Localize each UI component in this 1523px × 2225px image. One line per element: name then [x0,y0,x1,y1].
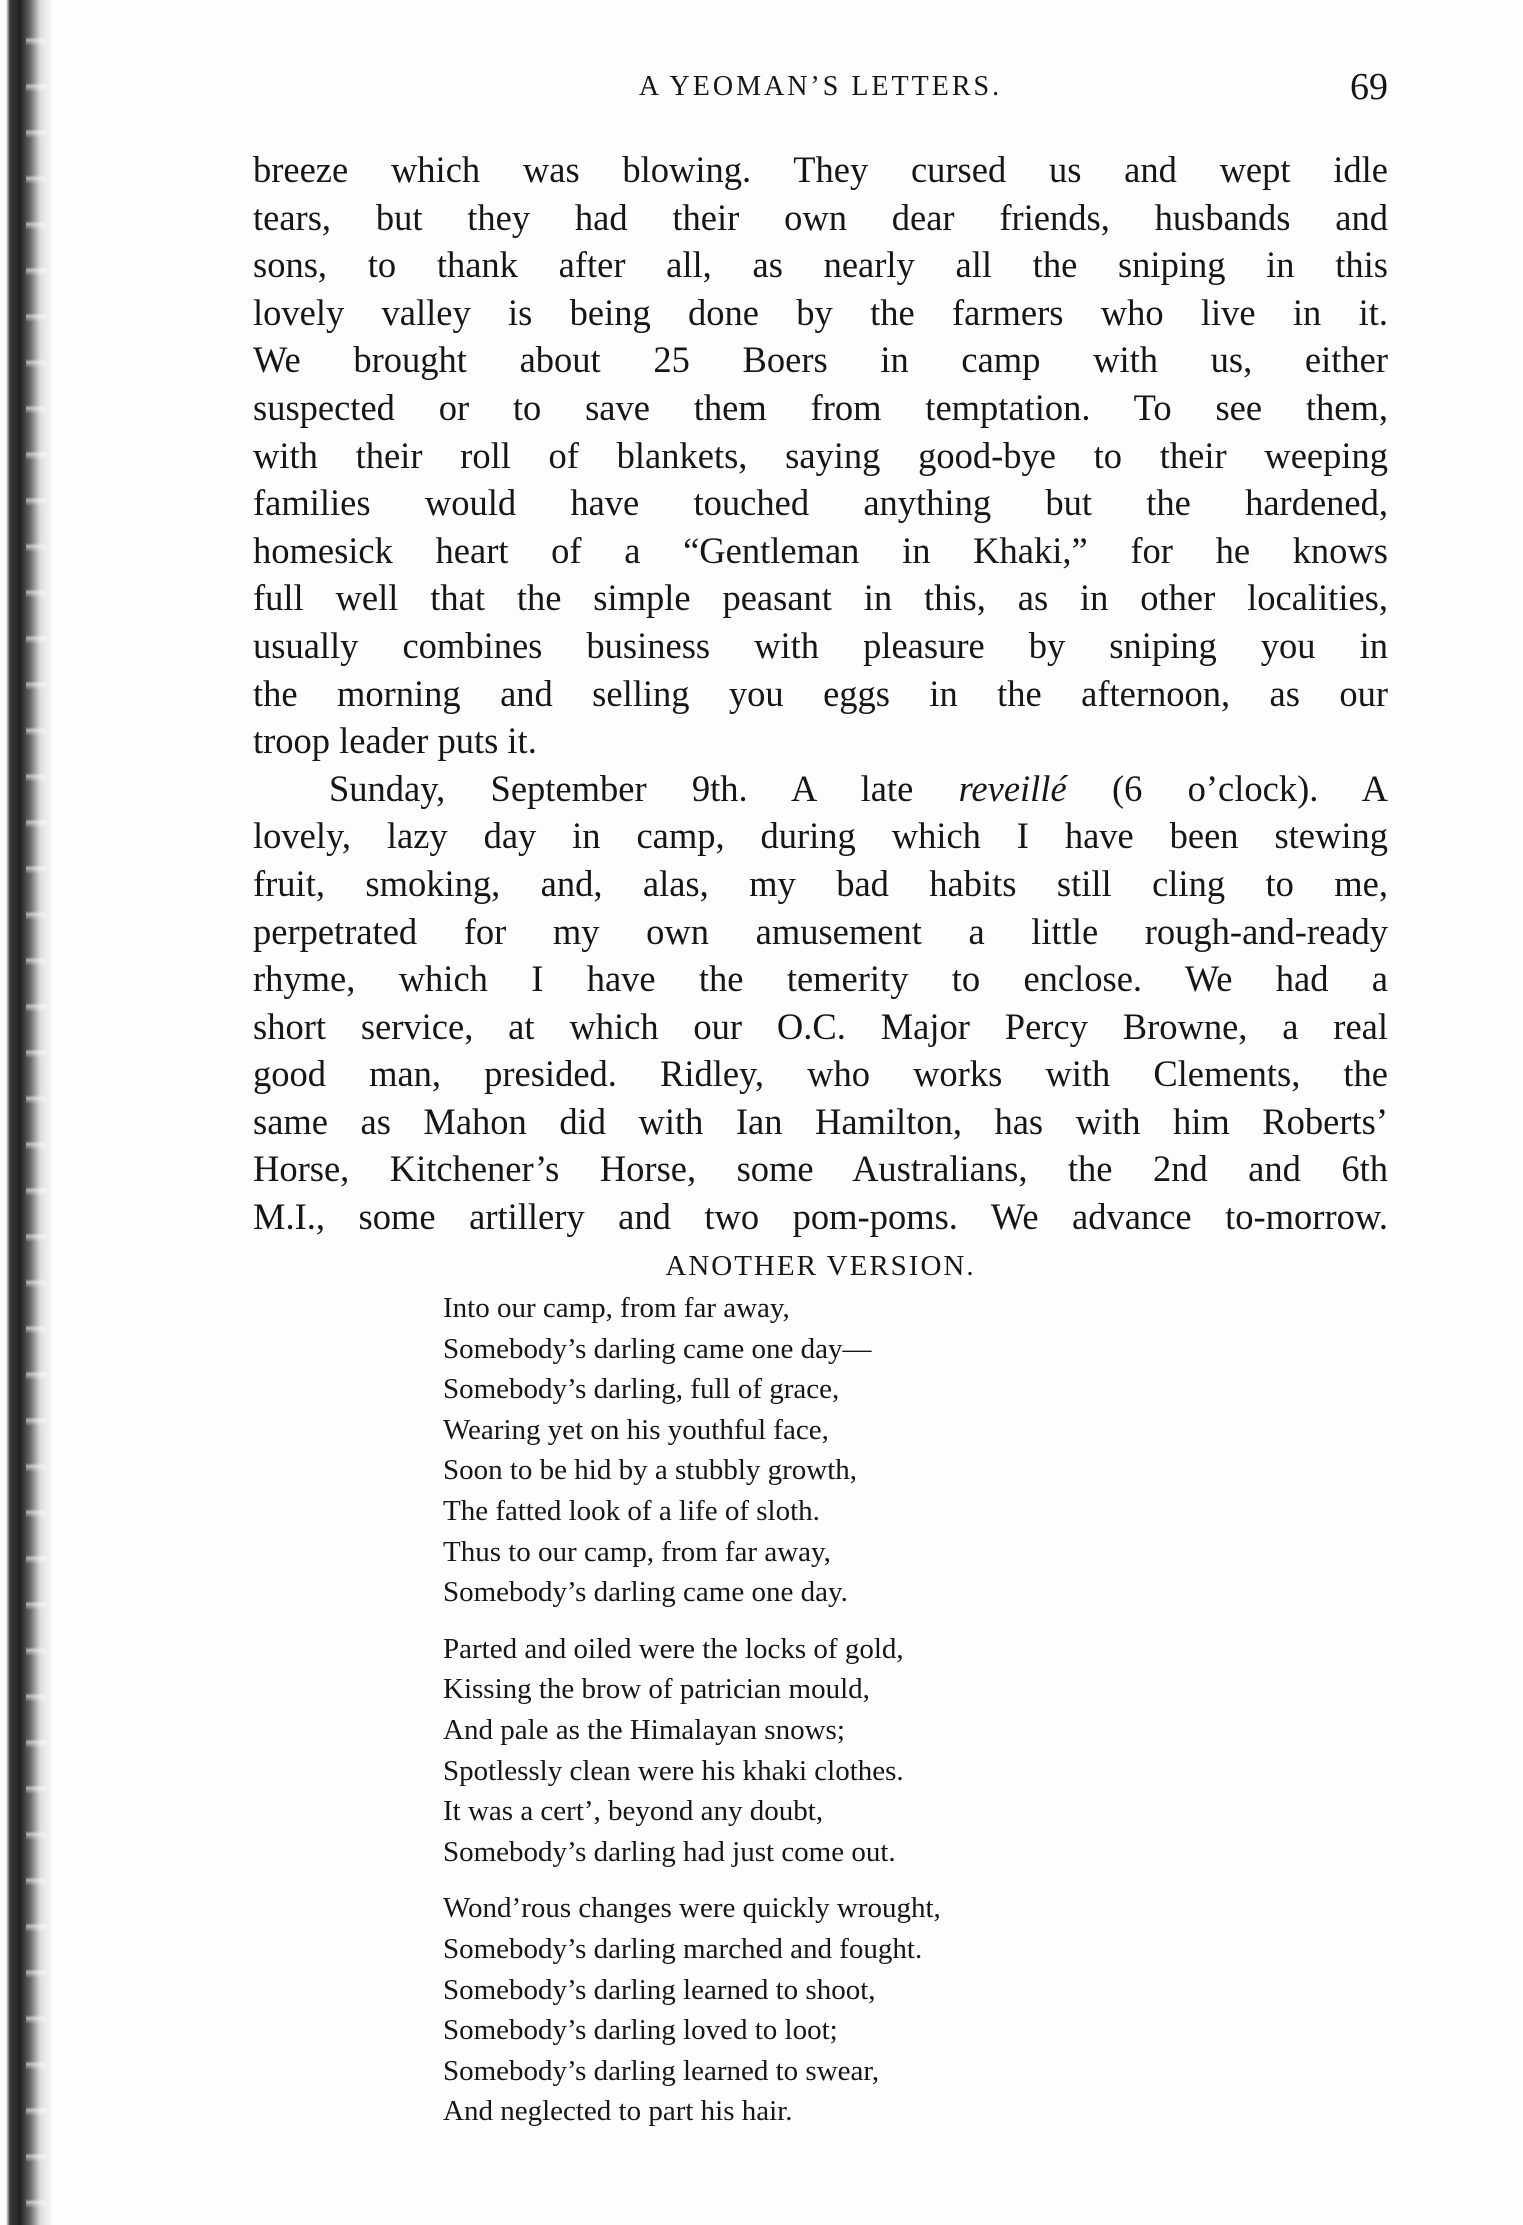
poem-stanza [443,1888,1343,2132]
body-line: breeze which was blowing. They cursed us and wept idle [253,149,1388,190]
poem-verse: It was a cert’, beyond any doubt, [443,1795,824,1828]
body-line: good man, presided. Ridley, who works with Clements, the [253,1053,1388,1095]
body-line: usually combines business with pleasure by sniping you in [253,624,1388,666]
sunday-line [253,765,1388,813]
poem-verse: Soon to be hid by a stubbly growth, [443,1454,858,1487]
poem-stanza [443,1629,1343,1873]
reveille-word: reveillé [958,767,1067,809]
body-line: families would have touched anything but the hardened, [253,482,1388,524]
poem-verse: Somebody’s darling came one day— [443,1332,872,1365]
body-line: full well that the simple peasant in this, as in other localities, [253,577,1388,619]
poem [443,1288,1343,2132]
poem-verse: Wearing yet on his youthful face, [443,1413,829,1446]
body-text [253,146,1388,1241]
poem-verse: Somebody’s darling loved to loot; [443,2014,838,2047]
running-title: A YEOMAN’S LETTERS. [638,71,1003,102]
body-line: the morning and selling you eggs in the afternoon, as our [253,672,1388,714]
poem-title: ANOTHER VERSION. [665,1250,976,1282]
poem-verse: And neglected to part his hair. [443,2095,793,2128]
body-line: lovely, lazy day in camp, during which I have been stewing [253,815,1388,857]
body-line: fruit, smoking, and, alas, my bad habits still cling to me, [253,862,1388,904]
body-line: lovely valley is being done by the farmers who live in it. [253,291,1388,333]
body-line: troop leader puts it. [253,720,537,762]
poem-verse: Somebody’s darling had just come out. [443,1835,896,1868]
poem-verse: Somebody’s darling, full of grace, [443,1373,840,1406]
body-line: M.I., some artillery and two pom-poms. We advance to-morrow. [253,1196,1388,1238]
body-line: perpetrated for my own amusement a little rough-and-ready [253,910,1388,952]
body-line: suspected or to save them from temptation. To see them, [253,386,1388,428]
body-line: with their roll of blankets, saying good-bye to their weeping [253,434,1388,476]
body-line: sons, to thank after all, as nearly all the sniping in this [253,244,1388,286]
sunday-line-after: (6 o’clock). A [1066,767,1388,809]
poem-verse: Parted and oiled were the locks of gold, [443,1632,904,1665]
body-line: Horse, Kitchener’s Horse, some Australians, the 2nd and 6th [253,1148,1388,1190]
poem-verse: Spotlessly clean were his khaki clothes. [443,1754,904,1787]
binding-shadow [26,0,46,2225]
poem-verse: Into our camp, from far away, [443,1292,790,1324]
poem-verse: Thus to our camp, from far away, [443,1535,831,1568]
body-line: We brought about 25 Boers in camp with us, either [253,339,1388,381]
poem-stanza [443,1288,1343,1613]
body-line: short service, at which our O.C. Major Percy Browne, a real [253,1005,1388,1047]
poem-verse: The fatted look of a life of sloth. [443,1494,820,1527]
poem-verse: And pale as the Himalayan snows; [443,1713,845,1746]
page-number: 69 [1350,66,1388,108]
poem-verse: Somebody’s darling learned to swear, [443,2054,880,2087]
body-line: same as Mahon did with Ian Hamilton, has with him Roberts’ [253,1100,1388,1142]
poem-verse: Kissing the brow of patrician mould, [443,1673,870,1706]
poem-verse: Somebody’s darling came one day. [443,1576,848,1609]
body-line: homesick heart of a “Gentleman in Khaki,” for he knows [253,529,1388,571]
running-head [253,62,1388,112]
poem-verse: Somebody’s darling learned to shoot, [443,1973,876,2006]
poem-verse: Wond’rous changes were quickly wrought, [443,1892,941,1925]
sunday-line-before: Sunday, September 9th. A late [329,767,959,809]
body-line: tears, but they had their own dear friends, husbands and [253,196,1388,238]
poem-verse: Somebody’s darling marched and fought. [443,1932,923,1965]
body-line: rhyme, which I have the temerity to enclose. We had a [253,958,1388,1000]
